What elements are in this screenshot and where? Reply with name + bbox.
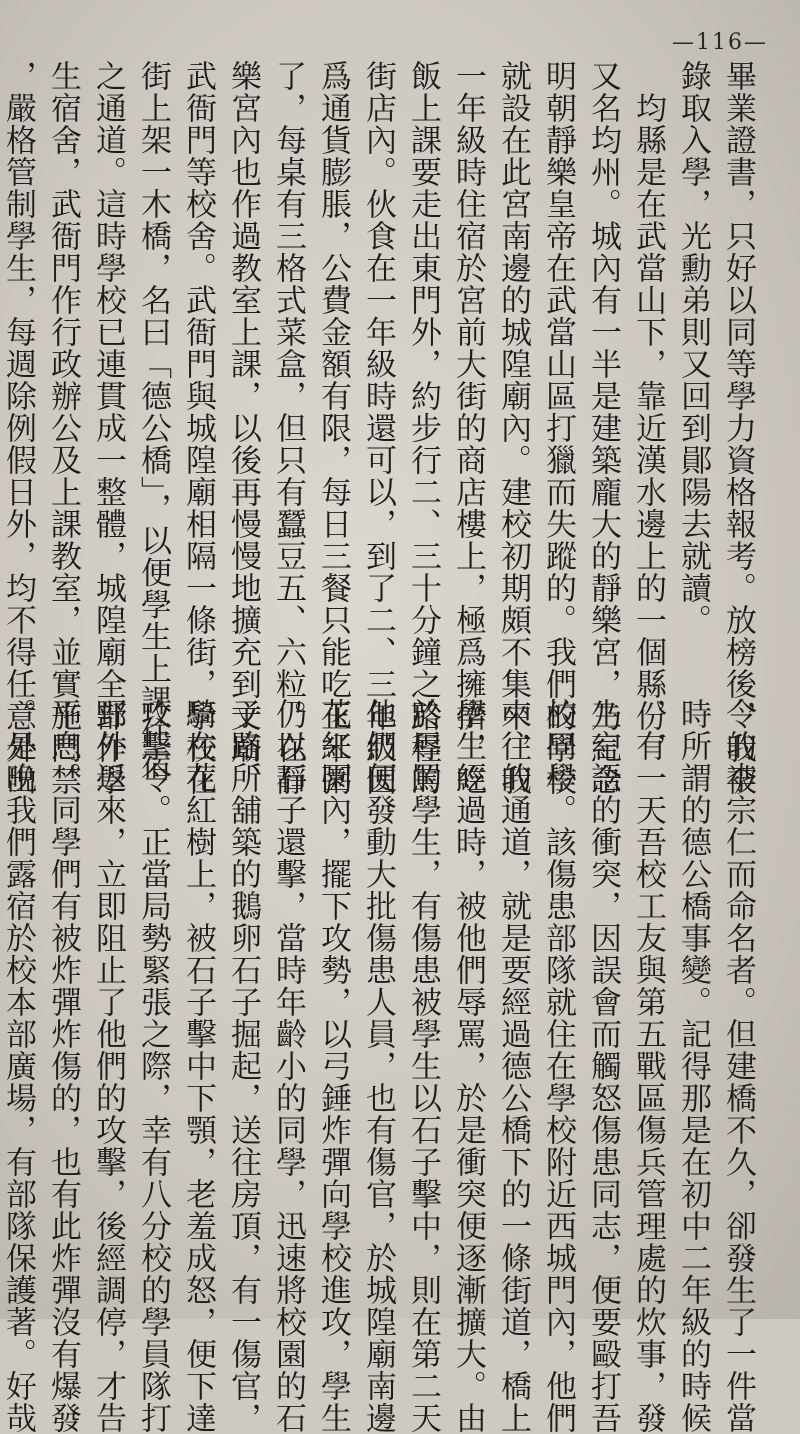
text-column: 校同學。該傷患部隊就住在學校附近西城門內，他們 xyxy=(540,698,576,1434)
text-column: 來往的通道，就是要經過德公橋下的一條街道，橋上 xyxy=(495,698,531,1434)
text-column: 生言語的衝突，因誤會而觸怒傷患同志，便要毆打吾 xyxy=(585,698,621,1434)
text-column: 時所謂的德公橋事變。記得那是在初中二年級的時候 xyxy=(675,698,711,1434)
text-column: 均縣是在武當山下，靠近漢水邊上的一個縣份， xyxy=(630,60,666,764)
text-column: 之通道。這時學校已連貫成一整體，城隍廟全部作學 xyxy=(90,60,126,796)
text-column: 就設在此宮南邊的城隍廟內。建校初期頗不集中，我 xyxy=(495,60,531,796)
text-column: 於辱罵學生，有傷患被學生以石子擊中，則在第二天 xyxy=(405,698,441,1434)
text-column: 錄取入學，光勳弟則又回到鄖陽去就讀。 xyxy=(675,60,711,636)
text-column: 明朝靜樂皇帝在武當山區打獵而失蹤的。我們的學校 xyxy=(540,60,576,796)
text-column: 攻擊令。正當局勢緊張之際，幸有八分校的學員隊打 xyxy=(135,698,171,1434)
text-column: 子路所舖築的鵝卵石子掘起，送往房頂，有一傷官， xyxy=(225,698,261,1434)
upper-text-block xyxy=(0,60,760,796)
text-column: 又名均州。城內有一半是建築龐大的靜樂宮，乃紀念 xyxy=(585,60,621,796)
text-column: 武衙門等校舍。武衙門與城隍廟相隔一條街，學校在 xyxy=(180,60,216,796)
text-column: 。是晚我們露宿於校本部廣場，有部隊保護著。好哉 xyxy=(0,698,36,1434)
text-column: 街上架一木橋，名曰「德公橋」，以便學生上課住宿 xyxy=(135,60,171,781)
text-column: 令的李宗仁而命名者。但建橋不久，卻發生了一件當 xyxy=(720,698,756,1434)
text-column: 花紅園內，擺下攻勢，以弓錘炸彈向學校進攻，學生 xyxy=(315,698,351,1434)
text-column: 樂宮內也作過教室上課，以後再慢慢地擴充到文廟、 xyxy=(225,60,261,796)
lower-text-block xyxy=(0,698,760,1434)
text-column: 一年級時住宿於宮前大街的商店樓上，極爲擁擠，吃 xyxy=(450,60,486,796)
text-column: 騎在花紅樹上，被石子擊中下顎，老羞成怒，便下達 xyxy=(180,698,216,1434)
page-number: —116— xyxy=(672,30,768,55)
text-column: 爲通貨膨脹，公費金額有限，每日三餐只能吃玉米粥 xyxy=(315,60,351,796)
text-column: 畢業證書，只好以同等學力資格報考。放榜後，我被 xyxy=(720,60,756,796)
text-column: 學生經過時，被他們辱罵，於是衝突便逐漸擴大。由 xyxy=(450,698,486,1434)
text-column: ，有一天吾校工友與第五戰區傷兵管理處的炊事，發 xyxy=(630,698,666,1434)
text-column: 仍以石子還擊，當時年齡小的同學，迅速將校園的石 xyxy=(270,698,306,1434)
text-column: 街店內。伙食在一年級時還可以，到了二、三年級因 xyxy=(360,60,396,796)
text-column: 他們便發動大批傷患人員，也有傷官，於城隍廟南邊 xyxy=(360,698,396,1434)
text-column: ，嚴格管制學生，每週除例假日外，均不得任意外出 xyxy=(0,60,36,796)
text-column: 平息。同學們有被炸彈炸傷的，也有此炸彈沒有爆發 xyxy=(45,698,81,1434)
text-column: 飯上課要走出東門外，約步行二、三十分鐘之路程的 xyxy=(405,60,441,796)
text-column: 野外返來，立即阻止了他們的攻擊，後經調停，才告 xyxy=(90,698,126,1434)
text-column: 了，每桌有三格式菜盒，但只有蠶豆五、六粒。在靜 xyxy=(270,60,306,796)
text-column: 生宿舍，武衙門作行政辦公及上課教室，並實施門禁 xyxy=(45,60,81,796)
